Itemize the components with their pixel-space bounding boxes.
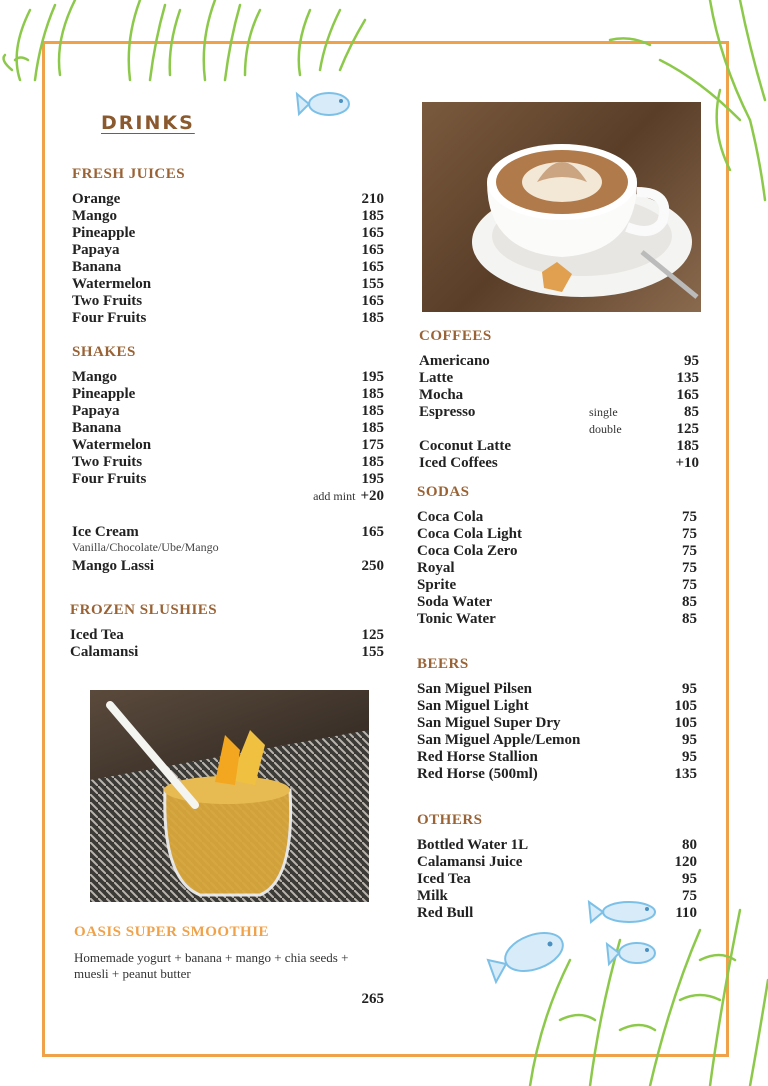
item-price: 185 — [361, 420, 384, 436]
item-name: Bottled Water 1L — [417, 837, 529, 853]
section-heading: FRESH JUICES — [72, 166, 186, 182]
smoothie-price: 265 — [361, 991, 384, 1007]
coffee-photo — [422, 102, 701, 312]
juices-list — [72, 191, 384, 327]
item-price: 135 — [674, 766, 697, 782]
page-title: DRINKS — [101, 112, 195, 134]
item-price: 250 — [361, 558, 384, 574]
item-price: 85 — [682, 594, 697, 610]
add-mint-row — [72, 488, 384, 508]
item-price: 185 — [361, 208, 384, 224]
item-name: Banana — [72, 420, 122, 436]
item-price: 75 — [682, 560, 697, 576]
item-price: 195 — [361, 369, 384, 385]
menu-item — [417, 732, 697, 749]
section-heading: OTHERS — [417, 812, 483, 828]
item-name: Calamansi Juice — [417, 854, 523, 870]
menu-item — [417, 611, 697, 628]
menu-item — [417, 871, 697, 888]
item-price: 165 — [676, 387, 699, 403]
item-name: Coca Cola Zero — [417, 543, 518, 559]
item-price: 155 — [361, 276, 384, 292]
menu-item — [72, 276, 384, 293]
menu-item — [419, 370, 699, 387]
item-price: 185 — [361, 310, 384, 326]
item-name: Papaya — [72, 403, 120, 419]
menu-item — [417, 715, 697, 732]
item-name: Tonic Water — [417, 611, 496, 627]
menu-item — [417, 509, 697, 526]
item-price: 175 — [361, 437, 384, 453]
item-price: 165 — [361, 225, 384, 241]
menu-item — [417, 594, 697, 611]
item-price: 165 — [361, 293, 384, 309]
item-name: Orange — [72, 191, 121, 207]
item-name: Iced Coffees — [419, 455, 498, 471]
item-name: Watermelon — [72, 437, 152, 453]
others-list — [417, 837, 697, 922]
item-price: 125 — [676, 421, 699, 437]
item-name: Coconut Latte — [419, 438, 512, 454]
menu-item — [419, 438, 699, 455]
item-price: 195 — [361, 471, 384, 487]
menu-item — [72, 437, 384, 454]
item-price: 75 — [682, 526, 697, 542]
section-heading: COFFEES — [419, 328, 492, 344]
section-heading: BEERS — [417, 656, 469, 672]
item-name: Red Bull — [417, 905, 474, 921]
smoothie-description: Homemade yogurt + banana + mango + chia seeds + muesli + peanut butter — [74, 950, 349, 981]
sodas-section — [417, 484, 697, 628]
menu-item — [72, 225, 384, 242]
item-name: San Miguel Super Dry — [417, 715, 561, 731]
menu-item — [417, 888, 697, 905]
item-price: 120 — [674, 854, 697, 870]
item-name: Espresso — [419, 404, 476, 420]
item-price: 75 — [682, 543, 697, 559]
fish-icon — [484, 920, 574, 990]
menu-item — [419, 404, 699, 421]
beers-list — [417, 681, 697, 783]
smoothie-photo — [90, 690, 369, 902]
menu-item — [72, 471, 384, 488]
menu-item — [72, 524, 384, 541]
item-price: 155 — [361, 644, 384, 660]
smoothie-title: OASIS SUPER SMOOTHIE — [74, 924, 270, 940]
item-price: 85 — [682, 611, 697, 627]
menu-item — [72, 403, 384, 420]
item-price: 95 — [682, 732, 697, 748]
item-name: Red Horse Stallion — [417, 749, 538, 765]
menu-item — [417, 681, 697, 698]
item-name: Watermelon — [72, 276, 152, 292]
menu-item — [419, 455, 699, 472]
menu-item — [72, 208, 384, 225]
item-price: 185 — [361, 386, 384, 402]
item-name: Mango Lassi — [72, 558, 155, 574]
menu-item — [72, 259, 384, 276]
item-name: Red Horse (500ml) — [417, 766, 538, 782]
menu-item — [419, 353, 699, 370]
section-heading: FROZEN SLUSHIES — [70, 602, 218, 618]
item-price: 80 — [682, 837, 697, 853]
add-mint-price: +20 — [360, 488, 384, 504]
item-name: Two Fruits — [72, 293, 143, 309]
item-name: Coca Cola Light — [417, 526, 522, 542]
menu-item — [417, 837, 697, 854]
menu-item — [72, 310, 384, 327]
espresso-single-label: single — [589, 405, 618, 419]
add-mint-label: add mint — [313, 489, 356, 503]
menu-item — [72, 454, 384, 471]
section-heading: SODAS — [417, 484, 470, 500]
menu-item — [72, 293, 384, 310]
item-name: San Miguel Light — [417, 698, 529, 714]
menu-item — [417, 698, 697, 715]
others-section — [417, 812, 697, 922]
menu-item — [417, 543, 697, 560]
item-price: 75 — [682, 509, 697, 525]
item-price: 185 — [676, 438, 699, 454]
item-name: Papaya — [72, 242, 120, 258]
ice-cream-flavors: Vanilla/Chocolate/Ube/Mango — [72, 540, 219, 554]
item-price: 185 — [361, 403, 384, 419]
item-name: Mocha — [419, 387, 464, 403]
menu-item — [72, 242, 384, 259]
item-price: 165 — [361, 524, 384, 540]
item-name: Mango — [72, 208, 117, 224]
menu-item — [417, 577, 697, 594]
slushies-list — [70, 627, 384, 661]
item-name: Pineapple — [72, 386, 136, 402]
item-price: 185 — [361, 454, 384, 470]
item-price: 95 — [682, 871, 697, 887]
fish-icon — [605, 936, 661, 970]
sodas-list — [417, 509, 697, 628]
item-name: Latte — [419, 370, 454, 386]
section-heading: SHAKES — [72, 344, 136, 360]
item-name: Banana — [72, 259, 122, 275]
menu-item — [72, 191, 384, 208]
fish-icon — [295, 84, 357, 124]
item-price: 85 — [684, 404, 699, 420]
item-name: Sprite — [417, 577, 457, 593]
item-price: 210 — [361, 191, 384, 207]
menu-item — [417, 749, 697, 766]
item-name: Four Fruits — [72, 471, 147, 487]
item-price: 135 — [676, 370, 699, 386]
item-name: Mango — [72, 369, 117, 385]
item-name: Calamansi — [70, 644, 139, 660]
item-name: Royal — [417, 560, 455, 576]
shakes-section — [72, 344, 384, 575]
item-price: +10 — [675, 455, 699, 471]
menu-item — [72, 369, 384, 386]
item-name: Pineapple — [72, 225, 136, 241]
fresh-juices-section — [72, 166, 384, 327]
item-price: 110 — [675, 905, 697, 921]
item-name: Americano — [419, 353, 490, 369]
coffees-section — [419, 328, 699, 472]
item-price: 75 — [682, 577, 697, 593]
menu-item — [417, 560, 697, 577]
item-name: Iced Tea — [417, 871, 471, 887]
item-price: 75 — [682, 888, 697, 904]
menu-item — [72, 420, 384, 437]
menu-item — [72, 558, 384, 575]
item-price: 95 — [682, 681, 697, 697]
item-price: 95 — [682, 749, 697, 765]
menu-item — [417, 854, 697, 871]
menu-item — [419, 421, 699, 438]
item-name: Iced Tea — [70, 627, 124, 643]
espresso-double-label: double — [589, 422, 622, 436]
item-price: 165 — [361, 259, 384, 275]
item-price: 125 — [361, 627, 384, 643]
item-name: San Miguel Apple/Lemon — [417, 732, 581, 748]
item-name: Coca Cola — [417, 509, 484, 525]
item-price: 105 — [674, 698, 697, 714]
item-name: Soda Water — [417, 594, 493, 610]
frozen-slushies-section — [70, 602, 384, 661]
plant-icon — [0, 0, 400, 90]
beers-section — [417, 656, 697, 783]
shakes-list — [72, 369, 384, 488]
menu-item — [417, 526, 697, 543]
item-name: Milk — [417, 888, 448, 904]
item-name: San Miguel Pilsen — [417, 681, 533, 697]
item-name: Four Fruits — [72, 310, 147, 326]
menu-item — [417, 766, 697, 783]
item-price: 95 — [684, 353, 699, 369]
menu-item — [419, 387, 699, 404]
item-price: 105 — [674, 715, 697, 731]
item-name: Two Fruits — [72, 454, 143, 470]
item-name: Ice Cream — [72, 524, 139, 540]
menu-item — [72, 386, 384, 403]
menu-item — [70, 627, 384, 644]
menu-item — [70, 644, 384, 661]
menu-item — [417, 905, 697, 922]
item-price: 165 — [361, 242, 384, 258]
